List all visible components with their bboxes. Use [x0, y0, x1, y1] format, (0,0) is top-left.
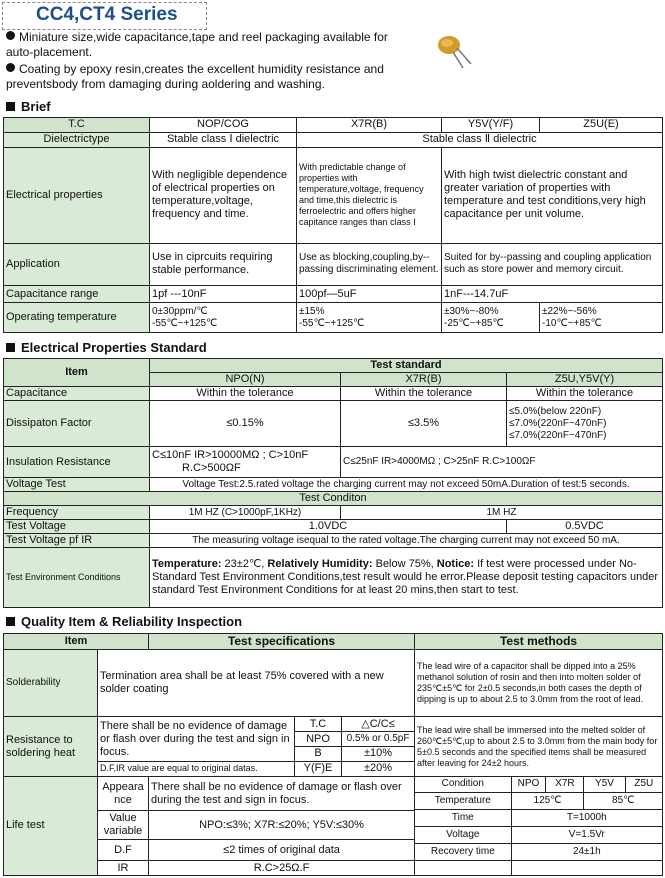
cell-line: -10℃~+85℃ [542, 317, 602, 329]
cell: The lead wire shall be immersed into the melted solder of 260℃±5℃,up to about 2.5 to 3.0mm from the main body for 5±0.5 seconds and the specified items shall be measured after leaving for 24±2 hours. [415, 717, 663, 776]
th-tc: T.C [4, 118, 150, 133]
qi-heading-text: Quality Item & Reliability Inspection [21, 614, 243, 629]
cell: T.C [295, 717, 342, 732]
th-test-standard: Test standard [150, 359, 663, 373]
cell-line: -55℃~+125℃ [152, 317, 218, 329]
cell: △C/C≤ [342, 717, 415, 732]
cell: Suited for by--passing and coupling application such as store power and memory circuit. [442, 243, 663, 286]
cell: The measuring voltage isequal to the rated voltage.The charging current may not exceed 50 mA. [150, 534, 663, 548]
cell: Within the tolerance [341, 387, 507, 401]
cell-line: -25℃~+85℃ [444, 317, 504, 329]
cell: X7R [546, 777, 584, 793]
cell [150, 447, 341, 478]
cell-line: ≤5.0%(below 220nF) [509, 405, 602, 417]
row-label-df: Dissipaton Factor [4, 401, 150, 447]
row-label-capacitance: Capacitance range [4, 286, 150, 303]
cell: Appeara nce [98, 776, 149, 811]
bullet-text: Coating by epoxy resin,creates the excellent humidity resistance and preventsbody from damaging during aoldering and washing. [6, 62, 384, 91]
th-z5u: Z5U,Y5V(Y) [507, 373, 663, 387]
bullet-icon [6, 31, 15, 40]
cell: Stable class Ⅱ dielectric [297, 132, 663, 147]
feature-bullet-1 [6, 30, 401, 60]
cell: Value variable [98, 811, 149, 840]
page-title: CC4,CT4 Series [36, 4, 178, 25]
row-label-application: Application [4, 243, 150, 286]
cell: T=1000h [511, 810, 662, 827]
cell: 1M HZ [341, 506, 663, 520]
cell-line: R.C>500ΩF [182, 462, 241, 474]
cell [540, 303, 663, 333]
cell: V=1.5Vr [511, 827, 662, 844]
cell: D.F [98, 839, 149, 860]
th-methods: Test methods [415, 634, 663, 650]
row-label-rsh: Resistance to soldering heat [4, 717, 98, 776]
cell-text: If test were processed under No-Standard Test Environment Conditions,test result would he error.Please deposit testing capacitors under standard Test Environment Conditions for at least 20 mins,then start to test. [152, 558, 659, 596]
row-label-solderability: Solderability [4, 649, 98, 717]
brief-table [3, 117, 663, 333]
row-label-test-voltage: Test Voltage [4, 520, 150, 534]
cell: Temperature [415, 793, 511, 810]
cell: Within the tolerance [507, 387, 663, 401]
row-label-electrical: Electrical properties [4, 147, 150, 243]
cell-line: ±22%~-56% [542, 305, 597, 317]
cell: R.C>25Ω.F [149, 861, 415, 876]
feature-bullet-2 [6, 62, 401, 92]
cell [150, 303, 297, 333]
th-y5v: Y5V(Y/F) [442, 118, 540, 133]
qi-table [3, 633, 663, 876]
cell: Time [415, 810, 511, 827]
cell: There shall be no evidence of damage or flash over during the test and sign in focus. [149, 776, 415, 811]
cell: 0.5% or 0.5pF [342, 732, 415, 747]
cell: C≤25nF IR>4000MΩ ; C>25nF R.C>100ΩF [341, 447, 663, 478]
cell: Recovery time [415, 844, 511, 861]
cell: Y5V [584, 777, 625, 793]
cell: 0.5VDC [507, 520, 663, 534]
cell: Within the tolerance [150, 387, 341, 401]
cell: Condition [415, 777, 511, 793]
cell: There shall be no evidence of damage or flash over during the test and sign in focus. [98, 717, 295, 761]
bullet-text: Miniature size,wide capacitance,tape and reel packaging available for auto-placement. [6, 30, 388, 59]
cell [297, 303, 442, 333]
cell-text: Relatively Humidity: [267, 558, 373, 570]
row-label-frequency: Frequency [4, 506, 150, 520]
eps-table [3, 358, 663, 608]
cell: 1nF---14.7uF [442, 286, 663, 303]
cell: The lead wire of a capacitor shall be dipped into a 25% methanol solution of rosin and then into molten solder of 235℃±5℃ for 2±0.5 seconds,in both cases the depth of dipping is up to about 2.5 to 3.0mm from the root of lead. [415, 649, 663, 717]
cell: NPO [295, 732, 342, 747]
cell: ≤0.15% [150, 401, 341, 447]
th-item: Item [4, 359, 150, 387]
th-npo: NPO(N) [150, 373, 341, 387]
cell [150, 548, 663, 608]
row-label-optemp: Operating temperature [4, 303, 150, 333]
capacitor-image [435, 34, 475, 69]
row-label-test-voltage-ir: Test Voltage pf IR [4, 534, 150, 548]
cell: Termination area shall be at least 75% covered with a new solder coating [98, 649, 415, 717]
eps-heading-text: Electrical Properties Standard [21, 340, 207, 355]
cell: ≤2 times of original data [149, 839, 415, 860]
cell: Use as blocking,coupling,by--passing discriminating element. [297, 243, 442, 286]
cell: Z5U [625, 777, 662, 793]
cell: IR [98, 861, 149, 876]
cell-line: ≤7.0%(220nF~470nF) [509, 417, 607, 429]
cell-line: -55℃~+125℃ [299, 317, 365, 329]
row-label-ir: Insulation Resistance [4, 447, 150, 478]
cell-text: Notice: [436, 558, 475, 570]
cell: ≤3.5% [341, 401, 507, 447]
cell: 1.0VDC [150, 520, 507, 534]
square-bullet-icon [6, 102, 15, 111]
life-conditions-table [415, 777, 662, 875]
cell: With predictable change of properties with temperature,voltage, frequency and time,this dielectric is ferroelectric and offers higher capitance ranges than class Ⅰ [297, 147, 442, 243]
cell: 100pf—5uF [297, 286, 442, 303]
th-x7r: X7R(B) [297, 118, 442, 133]
row-label-capacitance: Capacitance [4, 387, 150, 401]
cell: Y(F)E [295, 761, 342, 776]
cell: ±20% [342, 761, 415, 776]
cell: 85℃ [584, 793, 662, 810]
qi-heading [6, 614, 242, 629]
cell-line: ≤7.0%(220nF~470nF) [509, 429, 607, 441]
row-label-dielectric: Dielectrictype [4, 132, 150, 147]
cell [507, 401, 663, 447]
th-item: Item [4, 634, 149, 650]
test-condition-heading: Test Conditon [4, 492, 663, 506]
cell: 24±1h [511, 844, 662, 861]
cell: Use in ciprcuits requiring stable performance. [150, 243, 297, 286]
cell-line: C≤10nF IR>10000MΩ ; C>10nF [152, 449, 309, 461]
cell-line: ±15% [299, 305, 325, 317]
cell: D.F,IR value are equal to original datas. [98, 761, 295, 776]
cell: 1M HZ (C>1000pF,1KHz) [150, 506, 341, 520]
cell: With high twist dielectric constant and greater variation of properties with temperature and test conditions,very high capacitance per unit volume. [442, 147, 663, 243]
cell [442, 303, 540, 333]
brief-heading-text: Brief [21, 99, 51, 114]
cell: NPO [511, 777, 546, 793]
row-label-voltage-test: Voltage Test [4, 478, 150, 492]
cell: 1pf ---10nF [150, 286, 297, 303]
life-methods-cell [415, 776, 663, 875]
cell: B [295, 747, 342, 762]
cell: 125℃ [511, 793, 584, 810]
cell: Stable class Ⅰ dielectric [150, 132, 297, 147]
cell: ±10% [342, 747, 415, 762]
cell: NPO:≤3%; X7R:≤20%; Y5V:≤30% [149, 811, 415, 840]
row-label-env: Test Environment Conditions [4, 548, 150, 608]
th-spec: Test specifications [149, 634, 415, 650]
cell-line: ±30%~-80% [444, 305, 499, 317]
cell: Voltage Test:2.5.rated voltage the charging current may not exceed 50mA.Duration of test:5 seconds. [150, 478, 663, 492]
row-label-life: Life test [4, 776, 98, 875]
cell: Voltage [415, 827, 511, 844]
bullet-icon [6, 63, 15, 72]
eps-heading [6, 340, 207, 355]
th-z5u: Z5U(E) [540, 118, 663, 133]
cell-text: Below 75%, [372, 558, 437, 570]
th-npo: NOP/COG [150, 118, 297, 133]
brief-heading [6, 99, 51, 114]
square-bullet-icon [6, 617, 15, 626]
cell: With negligible dependence of electrical properties on temperature,voltage, frequency and time. [150, 147, 297, 243]
cell-text: 23±2℃, [221, 558, 268, 570]
square-bullet-icon [6, 343, 15, 352]
cell [511, 861, 662, 876]
cell-line: 0±30ppm/℃ [152, 305, 208, 317]
th-x7r: X7R(B) [341, 373, 507, 387]
cell [415, 861, 511, 876]
cell-text: Temperature: [152, 558, 222, 570]
